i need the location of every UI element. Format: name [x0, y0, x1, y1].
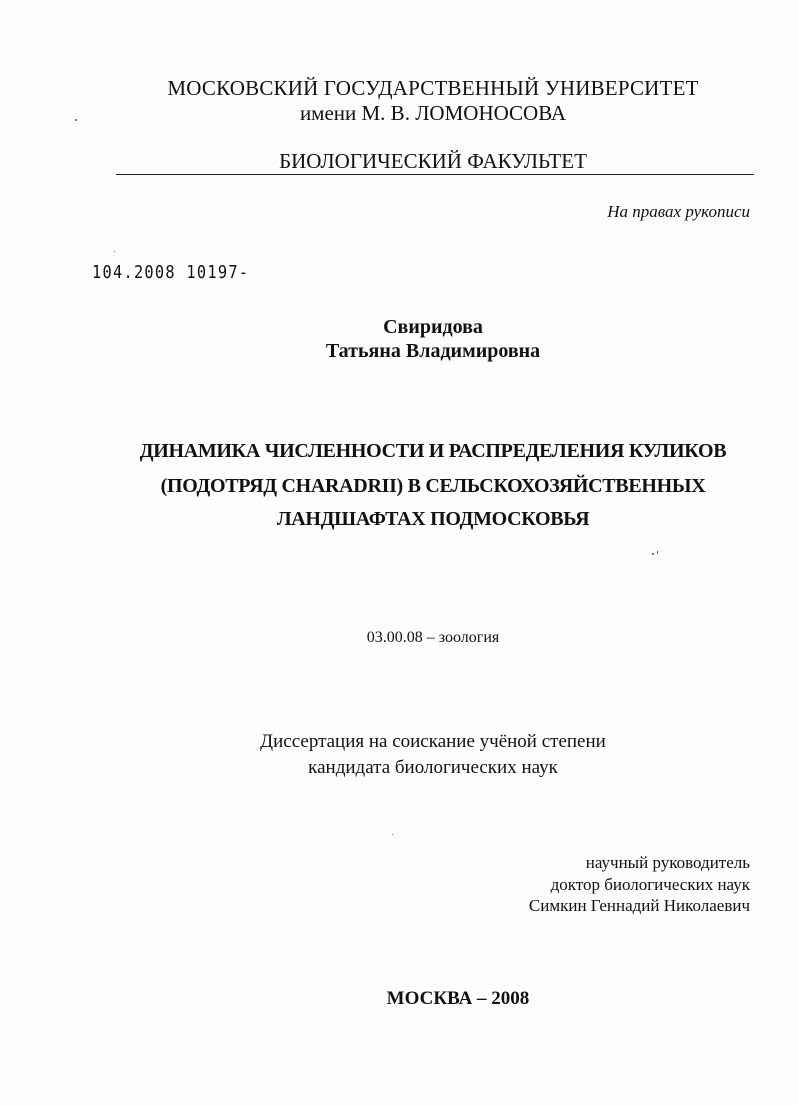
- thesis-title-line-2: (ПОДОТРЯД CHARADRII) В СЕЛЬСКОХОЗЯЙСТВЕННЫХ: [160, 475, 706, 497]
- thesis-title-line-3: ЛАНДШАФТАХ ПОДМОСКОВЬЯ: [276, 508, 590, 530]
- advisor-role: научный руководитель: [585, 853, 750, 872]
- scan-speck: [114, 251, 115, 252]
- university-subtitle: имени М. В. ЛОМОНОСОВА: [299, 101, 567, 125]
- author-surname: Свиридова: [383, 316, 483, 338]
- faculty-name: БИОЛОГИЧЕСКИЙ ФАКУЛЬТЕТ: [279, 149, 587, 173]
- scan-speck: [652, 553, 654, 555]
- author-name: Татьяна Владимировна: [325, 340, 541, 362]
- city-year: МОСКВА – 2008: [386, 988, 530, 1009]
- thesis-title-line-1: ДИНАМИКА ЧИСЛЕННОСТИ И РАСПРЕДЕЛЕНИЯ КУЛИКОВ: [139, 440, 727, 462]
- faculty-underline: [116, 174, 754, 175]
- advisor-name: Симкин Геннадий Николаевич: [528, 896, 750, 915]
- degree-line-2: кандидата биологических наук: [308, 757, 558, 778]
- scan-speck: [657, 551, 658, 554]
- scan-speck: [392, 834, 393, 835]
- advisor-degree: доктор биологических наук: [550, 875, 750, 894]
- manuscript-note: На правах рукописи: [607, 202, 750, 221]
- scan-speck: [75, 119, 77, 121]
- specialty-code: 03.00.08 – зоология: [366, 629, 500, 646]
- library-stamp-number: 104.2008 10197-: [92, 262, 250, 283]
- university-name: МОСКОВСКИЙ ГОСУДАРСТВЕННЫЙ УНИВЕРСИТЕТ: [167, 76, 699, 100]
- degree-line-1: Диссертация на соискание учёной степени: [260, 731, 606, 752]
